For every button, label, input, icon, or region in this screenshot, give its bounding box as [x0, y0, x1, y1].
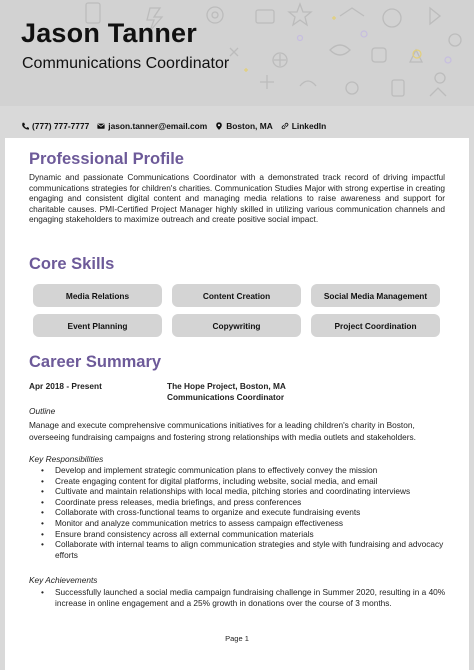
achievements-label: Key Achievements: [29, 575, 98, 585]
page-number: Page 1: [225, 634, 249, 643]
job-dates: Apr 2018 - Present: [29, 381, 102, 391]
achievements-list: [41, 587, 451, 608]
phone-text: (777) 777-7777: [32, 121, 90, 131]
location-text: Boston, MA: [226, 121, 273, 131]
candidate-role: Communications Coordinator: [22, 55, 230, 72]
skills-grid: [33, 284, 441, 337]
list-item: • Collaborate with internal teams to align communication strategies and style with fundraising and advocacy efforts: [41, 539, 451, 560]
contact-phone[interactable]: [21, 121, 89, 131]
link-icon: [281, 122, 289, 130]
list-item: • Monitor and analyze communication metrics to assess campaign effectiveness: [41, 518, 451, 529]
responsibilities-list: [41, 465, 451, 560]
section-title-profile: Professional Profile: [29, 150, 184, 168]
resume-header: [0, 0, 474, 106]
list-item: • Create engaging content for digital platforms, including website, social media, and email: [41, 476, 451, 487]
profile-text: Dynamic and passionate Communications Coordinator with a demonstrated track record of driving impactful communications strategies for children's charities. Communication Studies Major with strong expertise in creating engaging and consistent digital content and managing media relations to raise awareness and support for charitable causes. PMI-Certified Project Manager highly skilled in utilizing various communication channels and engaging stakeholders to maximize outreach and create positive social impact.: [29, 172, 445, 224]
outline-label: Outline: [29, 406, 56, 416]
job-employer: [167, 381, 286, 403]
skill-chip: Social Media Management: [311, 284, 440, 307]
contact-email[interactable]: [97, 121, 207, 131]
resume-page: [5, 138, 469, 670]
section-title-skills: Core Skills: [29, 255, 115, 273]
contact-linkedin[interactable]: [281, 121, 326, 131]
contact-location: [215, 121, 273, 131]
email-icon: [97, 122, 105, 130]
contact-bar: [0, 114, 474, 138]
responsibilities-label: Key Responsibilities: [29, 454, 104, 464]
location-pin-icon: [215, 122, 223, 130]
job-position: Communications Coordinator: [167, 392, 285, 402]
linkedin-text: LinkedIn: [291, 121, 327, 131]
list-item: • Cultivate and maintain relationships with local media, pitching stories and coordinating interviews: [41, 486, 451, 497]
skill-chip: Event Planning: [33, 314, 162, 337]
list-item: • Ensure brand consistency across all external communication materials: [41, 529, 451, 540]
list-item: • Coordinate press releases, media briefings, and press conferences: [41, 497, 451, 508]
list-item: • Develop and implement strategic communication plans to effectively convey the mission: [41, 465, 451, 476]
list-item: • Collaborate with cross-functional teams to organize and execute fundraising events: [41, 507, 451, 518]
skill-chip: Project Coordination: [311, 314, 440, 337]
decorative-doodles: [0, 0, 474, 106]
job-company: The Hope Project, Boston, MA: [167, 381, 286, 391]
phone-icon: [21, 122, 29, 130]
skill-chip: Content Creation: [172, 284, 301, 307]
email-text: jason.tanner@email.com: [108, 121, 208, 131]
candidate-name: Jason Tanner: [21, 18, 197, 48]
list-item: • Successfully launched a social media campaign fundraising challenge in Summer 2020, resulting in a 40% increase in online engagement and a 25% growth in donations over the course of 3 months.: [41, 587, 451, 608]
skill-chip: Copywriting: [172, 314, 301, 337]
outline-text: Manage and execute comprehensive communications initiatives for a leading children's charity in Boston, overseeing fundraising campaigns and fostering strong relationships with media outlets and stakeholders.: [29, 420, 416, 442]
skill-chip: Media Relations: [33, 284, 162, 307]
section-title-career: Career Summary: [29, 353, 162, 371]
